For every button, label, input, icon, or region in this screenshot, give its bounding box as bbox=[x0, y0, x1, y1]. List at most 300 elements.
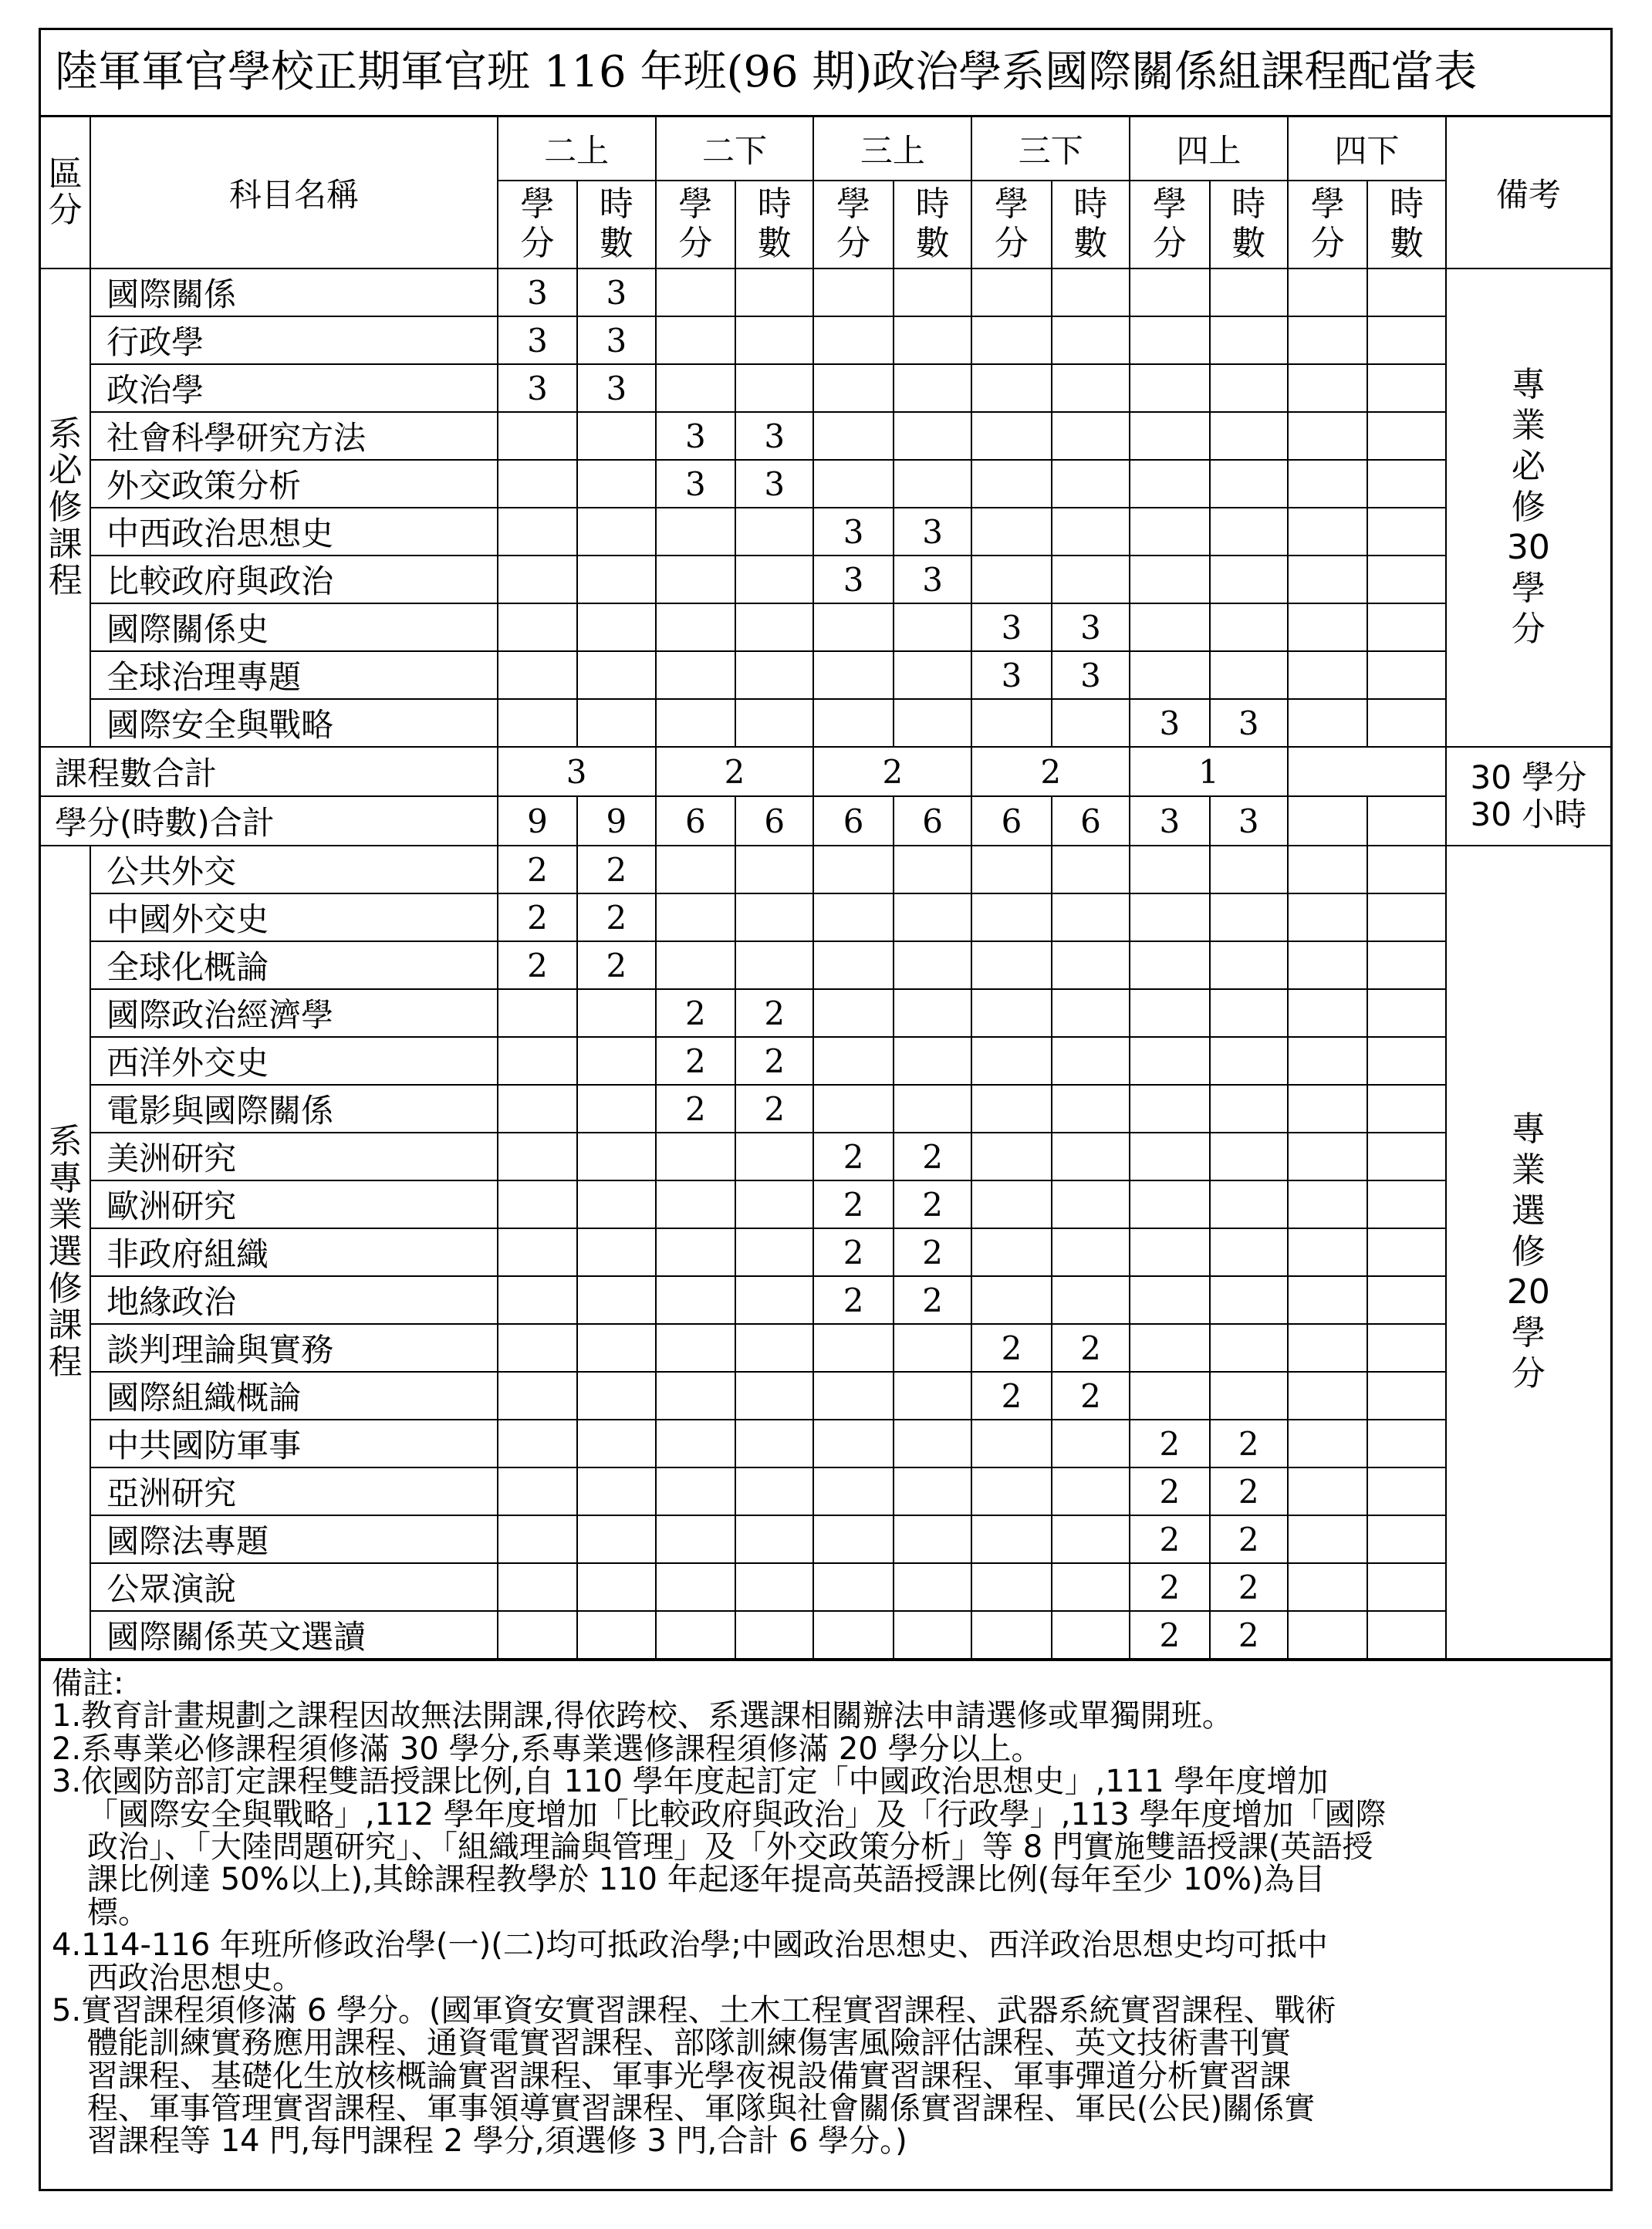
empty-cell bbox=[813, 364, 893, 412]
note-line: 習課程、基礎化生放核概論實習課程、軍事光學夜視設備實習課程、軍事彈道分析實習課 bbox=[87, 2059, 1291, 2093]
empty-cell bbox=[813, 699, 893, 747]
empty-cell bbox=[813, 268, 893, 316]
empty-cell bbox=[735, 1324, 813, 1372]
empty-cell bbox=[1288, 1037, 1367, 1085]
course-credit: 2 bbox=[1130, 1515, 1209, 1563]
course-hours: 3 bbox=[1052, 651, 1130, 699]
header-hours bbox=[577, 181, 655, 268]
empty-cell bbox=[735, 893, 813, 941]
empty-cell bbox=[735, 699, 813, 747]
empty-cell bbox=[894, 603, 971, 651]
empty-cell bbox=[813, 1037, 893, 1085]
course-credit: 2 bbox=[1130, 1420, 1209, 1467]
empty-cell bbox=[1288, 460, 1367, 508]
course-name: 國際關係史 bbox=[90, 603, 498, 651]
course-hours: 2 bbox=[894, 1180, 971, 1228]
note-line: 政治」、「大陸問題研究」、「組織理論與管理」及「外交政策分析」等 8 門實施雙語授課(英語授 bbox=[87, 1830, 1373, 1864]
credit-sum-label: 學分(時數)合計 bbox=[41, 796, 498, 846]
table-row bbox=[41, 1037, 1610, 1085]
empty-cell bbox=[1130, 1037, 1209, 1085]
empty-cell bbox=[498, 1515, 577, 1563]
empty-cell bbox=[1288, 1611, 1367, 1659]
course-hours: 2 bbox=[577, 893, 655, 941]
course-credit: 3 bbox=[498, 268, 577, 316]
course-count: 2 bbox=[971, 747, 1130, 796]
course-hours: 2 bbox=[1210, 1515, 1288, 1563]
elective-remark-label: 專業選修 20 學分 bbox=[1506, 1109, 1550, 1393]
course-name: 談判理論與實務 bbox=[90, 1324, 498, 1372]
table-row bbox=[41, 1515, 1610, 1563]
empty-cell bbox=[813, 1563, 893, 1611]
course-credit: 2 bbox=[971, 1372, 1051, 1420]
header-term: 二下 bbox=[656, 117, 814, 181]
empty-cell bbox=[813, 316, 893, 364]
empty-cell bbox=[971, 1085, 1051, 1133]
hours-sum: 9 bbox=[577, 796, 655, 846]
empty-cell bbox=[1130, 1276, 1209, 1324]
empty-cell bbox=[894, 1324, 971, 1372]
course-name: 亞洲研究 bbox=[90, 1467, 498, 1515]
course-name: 社會科學研究方法 bbox=[90, 412, 498, 460]
course-credit: 3 bbox=[813, 556, 893, 603]
empty-cell bbox=[656, 1133, 735, 1180]
empty-cell bbox=[735, 1276, 813, 1324]
credit-sum: 6 bbox=[971, 796, 1051, 846]
empty-cell bbox=[894, 1085, 971, 1133]
empty-cell bbox=[656, 651, 735, 699]
empty-cell bbox=[577, 1180, 655, 1228]
note-line: 標。 bbox=[87, 1896, 149, 1930]
required-remark bbox=[1446, 268, 1610, 747]
empty-cell bbox=[971, 364, 1051, 412]
note-line: 課比例達 50%以上),其餘課程教學於 110 年起逐年提高英語授課比例(每年至少 10%)為目 bbox=[87, 1863, 1326, 1896]
header-hours-label: 時數 bbox=[1231, 184, 1266, 263]
empty-cell bbox=[813, 603, 893, 651]
empty-cell bbox=[1367, 364, 1445, 412]
table-row bbox=[41, 1611, 1610, 1659]
empty-cell bbox=[1130, 1180, 1209, 1228]
empty-cell bbox=[577, 412, 655, 460]
empty-cell bbox=[1288, 1228, 1367, 1276]
header-course: 科目名稱 bbox=[90, 117, 498, 268]
empty-cell bbox=[498, 1133, 577, 1180]
empty-cell bbox=[1052, 1085, 1130, 1133]
empty-cell bbox=[971, 508, 1051, 556]
empty-cell bbox=[1288, 941, 1367, 989]
empty-cell bbox=[971, 1467, 1051, 1515]
empty-cell bbox=[813, 846, 893, 893]
credit-sum: 3 bbox=[1130, 796, 1209, 846]
empty-cell bbox=[577, 1420, 655, 1467]
empty-cell bbox=[1130, 316, 1209, 364]
empty-cell bbox=[1367, 1085, 1445, 1133]
empty-cell bbox=[894, 651, 971, 699]
empty-cell bbox=[894, 364, 971, 412]
empty-cell bbox=[1367, 1420, 1445, 1467]
empty-cell bbox=[498, 508, 577, 556]
empty-cell bbox=[498, 1037, 577, 1085]
empty-cell bbox=[577, 1085, 655, 1133]
empty-cell bbox=[1130, 556, 1209, 603]
table-row bbox=[41, 508, 1610, 556]
page-title: 陸軍軍官學校正期軍官班 116 年班(96 期)政治學系國際關係組課程配當表 bbox=[41, 30, 1610, 117]
empty-cell bbox=[971, 1563, 1051, 1611]
header-term: 三上 bbox=[813, 117, 971, 181]
course-credit: 3 bbox=[656, 412, 735, 460]
empty-cell bbox=[1367, 603, 1445, 651]
empty-cell bbox=[656, 1563, 735, 1611]
course-hours: 3 bbox=[735, 412, 813, 460]
empty-cell bbox=[894, 699, 971, 747]
empty-cell bbox=[577, 603, 655, 651]
header-hours-label: 時數 bbox=[757, 184, 792, 263]
table-row bbox=[41, 412, 1610, 460]
course-hours: 2 bbox=[735, 1085, 813, 1133]
course-hours: 3 bbox=[577, 268, 655, 316]
course-hours: 3 bbox=[735, 460, 813, 508]
empty-cell bbox=[1210, 268, 1288, 316]
empty-cell bbox=[498, 1563, 577, 1611]
empty-cell bbox=[894, 846, 971, 893]
course-name: 國際關係 bbox=[90, 268, 498, 316]
header-term: 四下 bbox=[1288, 117, 1446, 181]
empty-cell bbox=[577, 989, 655, 1037]
empty-cell bbox=[971, 1133, 1051, 1180]
empty-cell bbox=[1367, 699, 1445, 747]
course-name: 國際組織概論 bbox=[90, 1372, 498, 1420]
empty-cell bbox=[735, 1515, 813, 1563]
empty-cell bbox=[1288, 989, 1367, 1037]
empty-cell bbox=[1288, 556, 1367, 603]
empty-cell bbox=[1288, 1276, 1367, 1324]
course-name: 中西政治思想史 bbox=[90, 508, 498, 556]
header-hours bbox=[1210, 181, 1288, 268]
empty-cell bbox=[971, 1180, 1051, 1228]
empty-cell bbox=[498, 1467, 577, 1515]
empty-cell bbox=[1288, 699, 1367, 747]
empty-cell bbox=[971, 412, 1051, 460]
empty-cell bbox=[735, 508, 813, 556]
hours-sum bbox=[1367, 796, 1445, 846]
empty-cell bbox=[1367, 1611, 1445, 1659]
course-count: 2 bbox=[656, 747, 814, 796]
course-credit: 2 bbox=[813, 1180, 893, 1228]
empty-cell bbox=[735, 941, 813, 989]
hours-sum: 6 bbox=[735, 796, 813, 846]
empty-cell bbox=[577, 1324, 655, 1372]
totals-cell bbox=[1446, 747, 1610, 846]
empty-cell bbox=[1367, 1515, 1445, 1563]
empty-cell bbox=[813, 1085, 893, 1133]
empty-cell bbox=[498, 699, 577, 747]
header-credit-label: 學分 bbox=[678, 184, 713, 263]
empty-cell bbox=[1288, 1133, 1367, 1180]
empty-cell bbox=[656, 508, 735, 556]
empty-cell bbox=[735, 268, 813, 316]
empty-cell bbox=[1367, 1372, 1445, 1420]
credit-sum: 9 bbox=[498, 796, 577, 846]
header-hours-label: 時數 bbox=[915, 184, 950, 263]
empty-cell bbox=[1367, 651, 1445, 699]
course-credit: 3 bbox=[813, 508, 893, 556]
empty-cell bbox=[1210, 941, 1288, 989]
empty-cell bbox=[656, 364, 735, 412]
empty-cell bbox=[1367, 1037, 1445, 1085]
empty-cell bbox=[656, 699, 735, 747]
empty-cell bbox=[498, 460, 577, 508]
empty-cell bbox=[1367, 1228, 1445, 1276]
empty-cell bbox=[656, 846, 735, 893]
course-name: 全球治理專題 bbox=[90, 651, 498, 699]
hours-sum: 6 bbox=[1052, 796, 1130, 846]
course-name: 地緣政治 bbox=[90, 1276, 498, 1324]
total-credits: 30 學分 bbox=[1470, 758, 1587, 796]
table-row bbox=[41, 1420, 1610, 1467]
course-credit: 3 bbox=[656, 460, 735, 508]
course-credit: 2 bbox=[656, 989, 735, 1037]
empty-cell bbox=[971, 1037, 1051, 1085]
empty-cell bbox=[1052, 460, 1130, 508]
table-row bbox=[41, 1563, 1610, 1611]
empty-cell bbox=[735, 603, 813, 651]
empty-cell bbox=[498, 1324, 577, 1372]
empty-cell bbox=[656, 1276, 735, 1324]
empty-cell bbox=[577, 651, 655, 699]
table-row bbox=[41, 893, 1610, 941]
empty-cell bbox=[1367, 508, 1445, 556]
course-name: 國際關係英文選讀 bbox=[90, 1611, 498, 1659]
empty-cell bbox=[1210, 1180, 1288, 1228]
table-row bbox=[41, 556, 1610, 603]
empty-cell bbox=[813, 1515, 893, 1563]
empty-cell bbox=[577, 460, 655, 508]
header-credit-label: 學分 bbox=[1310, 184, 1345, 263]
empty-cell bbox=[1210, 846, 1288, 893]
empty-cell bbox=[971, 941, 1051, 989]
empty-cell bbox=[894, 893, 971, 941]
empty-cell bbox=[735, 1180, 813, 1228]
course-hours: 2 bbox=[577, 941, 655, 989]
empty-cell bbox=[1210, 460, 1288, 508]
empty-cell bbox=[735, 1467, 813, 1515]
empty-cell bbox=[1052, 1515, 1130, 1563]
empty-cell bbox=[498, 989, 577, 1037]
empty-cell bbox=[498, 1276, 577, 1324]
required-remark-label: 專業必修 30 學分 bbox=[1506, 365, 1550, 649]
empty-cell bbox=[813, 1324, 893, 1372]
course-credit: 2 bbox=[656, 1037, 735, 1085]
empty-cell bbox=[1130, 1324, 1209, 1372]
empty-cell bbox=[498, 1372, 577, 1420]
table-row bbox=[41, 460, 1610, 508]
empty-cell bbox=[1288, 364, 1367, 412]
course-name: 美洲研究 bbox=[90, 1133, 498, 1180]
empty-cell bbox=[1130, 1085, 1209, 1133]
empty-cell bbox=[656, 1180, 735, 1228]
empty-cell bbox=[1288, 893, 1367, 941]
empty-cell bbox=[498, 556, 577, 603]
curriculum-table bbox=[41, 117, 1610, 1660]
empty-cell bbox=[577, 1563, 655, 1611]
table-row bbox=[41, 1276, 1610, 1324]
empty-cell bbox=[1052, 1228, 1130, 1276]
empty-cell bbox=[1210, 508, 1288, 556]
course-name: 中國外交史 bbox=[90, 893, 498, 941]
empty-cell bbox=[498, 1420, 577, 1467]
course-hours: 2 bbox=[577, 846, 655, 893]
empty-cell bbox=[1288, 1420, 1367, 1467]
empty-cell bbox=[1052, 1180, 1130, 1228]
header-credit-label: 學分 bbox=[520, 184, 555, 263]
course-count: 1 bbox=[1130, 747, 1288, 796]
empty-cell bbox=[1052, 893, 1130, 941]
empty-cell bbox=[894, 989, 971, 1037]
empty-cell bbox=[1210, 1037, 1288, 1085]
empty-cell bbox=[1052, 1037, 1130, 1085]
empty-cell bbox=[656, 1611, 735, 1659]
table-row bbox=[41, 1180, 1610, 1228]
empty-cell bbox=[1367, 893, 1445, 941]
course-name: 公眾演說 bbox=[90, 1563, 498, 1611]
hours-sum: 6 bbox=[894, 796, 971, 846]
empty-cell bbox=[577, 1133, 655, 1180]
empty-cell bbox=[1288, 1467, 1367, 1515]
header-hours-label: 時數 bbox=[1073, 184, 1108, 263]
empty-cell bbox=[813, 1420, 893, 1467]
course-hours: 2 bbox=[1210, 1563, 1288, 1611]
empty-cell bbox=[1367, 1133, 1445, 1180]
empty-cell bbox=[1288, 268, 1367, 316]
table-row bbox=[41, 1467, 1610, 1515]
table-row bbox=[41, 941, 1610, 989]
course-credit: 3 bbox=[971, 651, 1051, 699]
empty-cell bbox=[1052, 846, 1130, 893]
empty-cell bbox=[1210, 364, 1288, 412]
empty-cell bbox=[1130, 941, 1209, 989]
empty-cell bbox=[656, 1515, 735, 1563]
curriculum-sheet bbox=[39, 28, 1613, 2191]
header-credit bbox=[971, 181, 1051, 268]
course-credit: 2 bbox=[498, 941, 577, 989]
empty-cell bbox=[813, 651, 893, 699]
empty-cell bbox=[1288, 316, 1367, 364]
table-row bbox=[41, 989, 1610, 1037]
header-hours bbox=[1367, 181, 1445, 268]
empty-cell bbox=[1130, 651, 1209, 699]
elective-category bbox=[41, 846, 90, 1659]
course-hours: 2 bbox=[1210, 1467, 1288, 1515]
empty-cell bbox=[735, 846, 813, 893]
hours-sum: 3 bbox=[1210, 796, 1288, 846]
course-name: 歐洲研究 bbox=[90, 1180, 498, 1228]
header-credit-label: 學分 bbox=[995, 184, 1029, 263]
empty-cell bbox=[894, 941, 971, 989]
header-hours bbox=[894, 181, 971, 268]
empty-cell bbox=[656, 893, 735, 941]
empty-cell bbox=[894, 1420, 971, 1467]
course-hours: 2 bbox=[1210, 1420, 1288, 1467]
empty-cell bbox=[1210, 1085, 1288, 1133]
empty-cell bbox=[1288, 1180, 1367, 1228]
header-credit bbox=[656, 181, 735, 268]
empty-cell bbox=[577, 1611, 655, 1659]
empty-cell bbox=[1052, 268, 1130, 316]
empty-cell bbox=[1052, 1611, 1130, 1659]
course-name: 電影與國際關係 bbox=[90, 1085, 498, 1133]
note-line: 習課程等 14 門,每門課程 2 學分,須選修 3 門,合計 6 學分。) bbox=[87, 2125, 907, 2158]
empty-cell bbox=[1130, 268, 1209, 316]
empty-cell bbox=[735, 364, 813, 412]
empty-cell bbox=[577, 1276, 655, 1324]
course-hours: 3 bbox=[1210, 699, 1288, 747]
empty-cell bbox=[894, 1611, 971, 1659]
note-line: 5.實習課程須修滿 6 學分。(國軍資安實習課程、土木工程實習課程、武器系統實習課程、戰術 bbox=[52, 1994, 1336, 2028]
empty-cell bbox=[656, 1228, 735, 1276]
empty-cell bbox=[1052, 556, 1130, 603]
empty-cell bbox=[656, 941, 735, 989]
empty-cell bbox=[1130, 989, 1209, 1037]
course-hours: 2 bbox=[735, 1037, 813, 1085]
empty-cell bbox=[1288, 1324, 1367, 1372]
note-line: 2.系專業必修課程須修滿 30 學分,系專業選修課程須修滿 20 學分以上。 bbox=[52, 1732, 1042, 1766]
empty-cell bbox=[894, 1467, 971, 1515]
empty-cell bbox=[971, 1515, 1051, 1563]
header-term: 二上 bbox=[498, 117, 656, 181]
note-line: 「國際安全與戰略」,112 學年度增加「比較政府與政治」及「行政學」,113 學年度增加「國際 bbox=[87, 1798, 1387, 1831]
course-name: 西洋外交史 bbox=[90, 1037, 498, 1085]
table-row bbox=[41, 1372, 1610, 1420]
empty-cell bbox=[1367, 316, 1445, 364]
empty-cell bbox=[1210, 1324, 1288, 1372]
empty-cell bbox=[1367, 1180, 1445, 1228]
empty-cell bbox=[1052, 1467, 1130, 1515]
empty-cell bbox=[656, 268, 735, 316]
elective-category-label: 系專業選修課程 bbox=[48, 1122, 83, 1382]
header-credit bbox=[1288, 181, 1367, 268]
empty-cell bbox=[735, 1372, 813, 1420]
course-credit: 2 bbox=[813, 1133, 893, 1180]
empty-cell bbox=[971, 989, 1051, 1037]
note-line: 3.依國防部訂定課程雙語授課比例,自 110 學年度起訂定「中國政治思想史」,111 學年度增加 bbox=[52, 1765, 1329, 1798]
empty-cell bbox=[656, 603, 735, 651]
note-line: 4.114-116 年班所修政治學(一)(二)均可抵政治學;中國政治思想史、西洋政治思想史均可抵中 bbox=[52, 1929, 1328, 1962]
empty-cell bbox=[971, 1276, 1051, 1324]
empty-cell bbox=[1210, 989, 1288, 1037]
course-credit: 2 bbox=[1130, 1467, 1209, 1515]
empty-cell bbox=[1367, 941, 1445, 989]
empty-cell bbox=[577, 1515, 655, 1563]
empty-cell bbox=[813, 893, 893, 941]
empty-cell bbox=[1367, 989, 1445, 1037]
empty-cell bbox=[894, 268, 971, 316]
course-credit: 2 bbox=[498, 846, 577, 893]
course-name: 比較政府與政治 bbox=[90, 556, 498, 603]
header-category-label: 區分 bbox=[48, 154, 83, 231]
empty-cell bbox=[971, 460, 1051, 508]
table-row bbox=[41, 316, 1610, 364]
header-remark: 備考 bbox=[1446, 117, 1610, 268]
empty-cell bbox=[1052, 316, 1130, 364]
total-hours: 30 小時 bbox=[1470, 795, 1587, 833]
table-row bbox=[41, 699, 1610, 747]
empty-cell bbox=[1367, 556, 1445, 603]
empty-cell bbox=[1130, 893, 1209, 941]
table-row bbox=[41, 603, 1610, 651]
header-credit bbox=[1130, 181, 1209, 268]
course-count: 3 bbox=[498, 747, 656, 796]
course-hours: 3 bbox=[894, 508, 971, 556]
empty-cell bbox=[1052, 989, 1130, 1037]
